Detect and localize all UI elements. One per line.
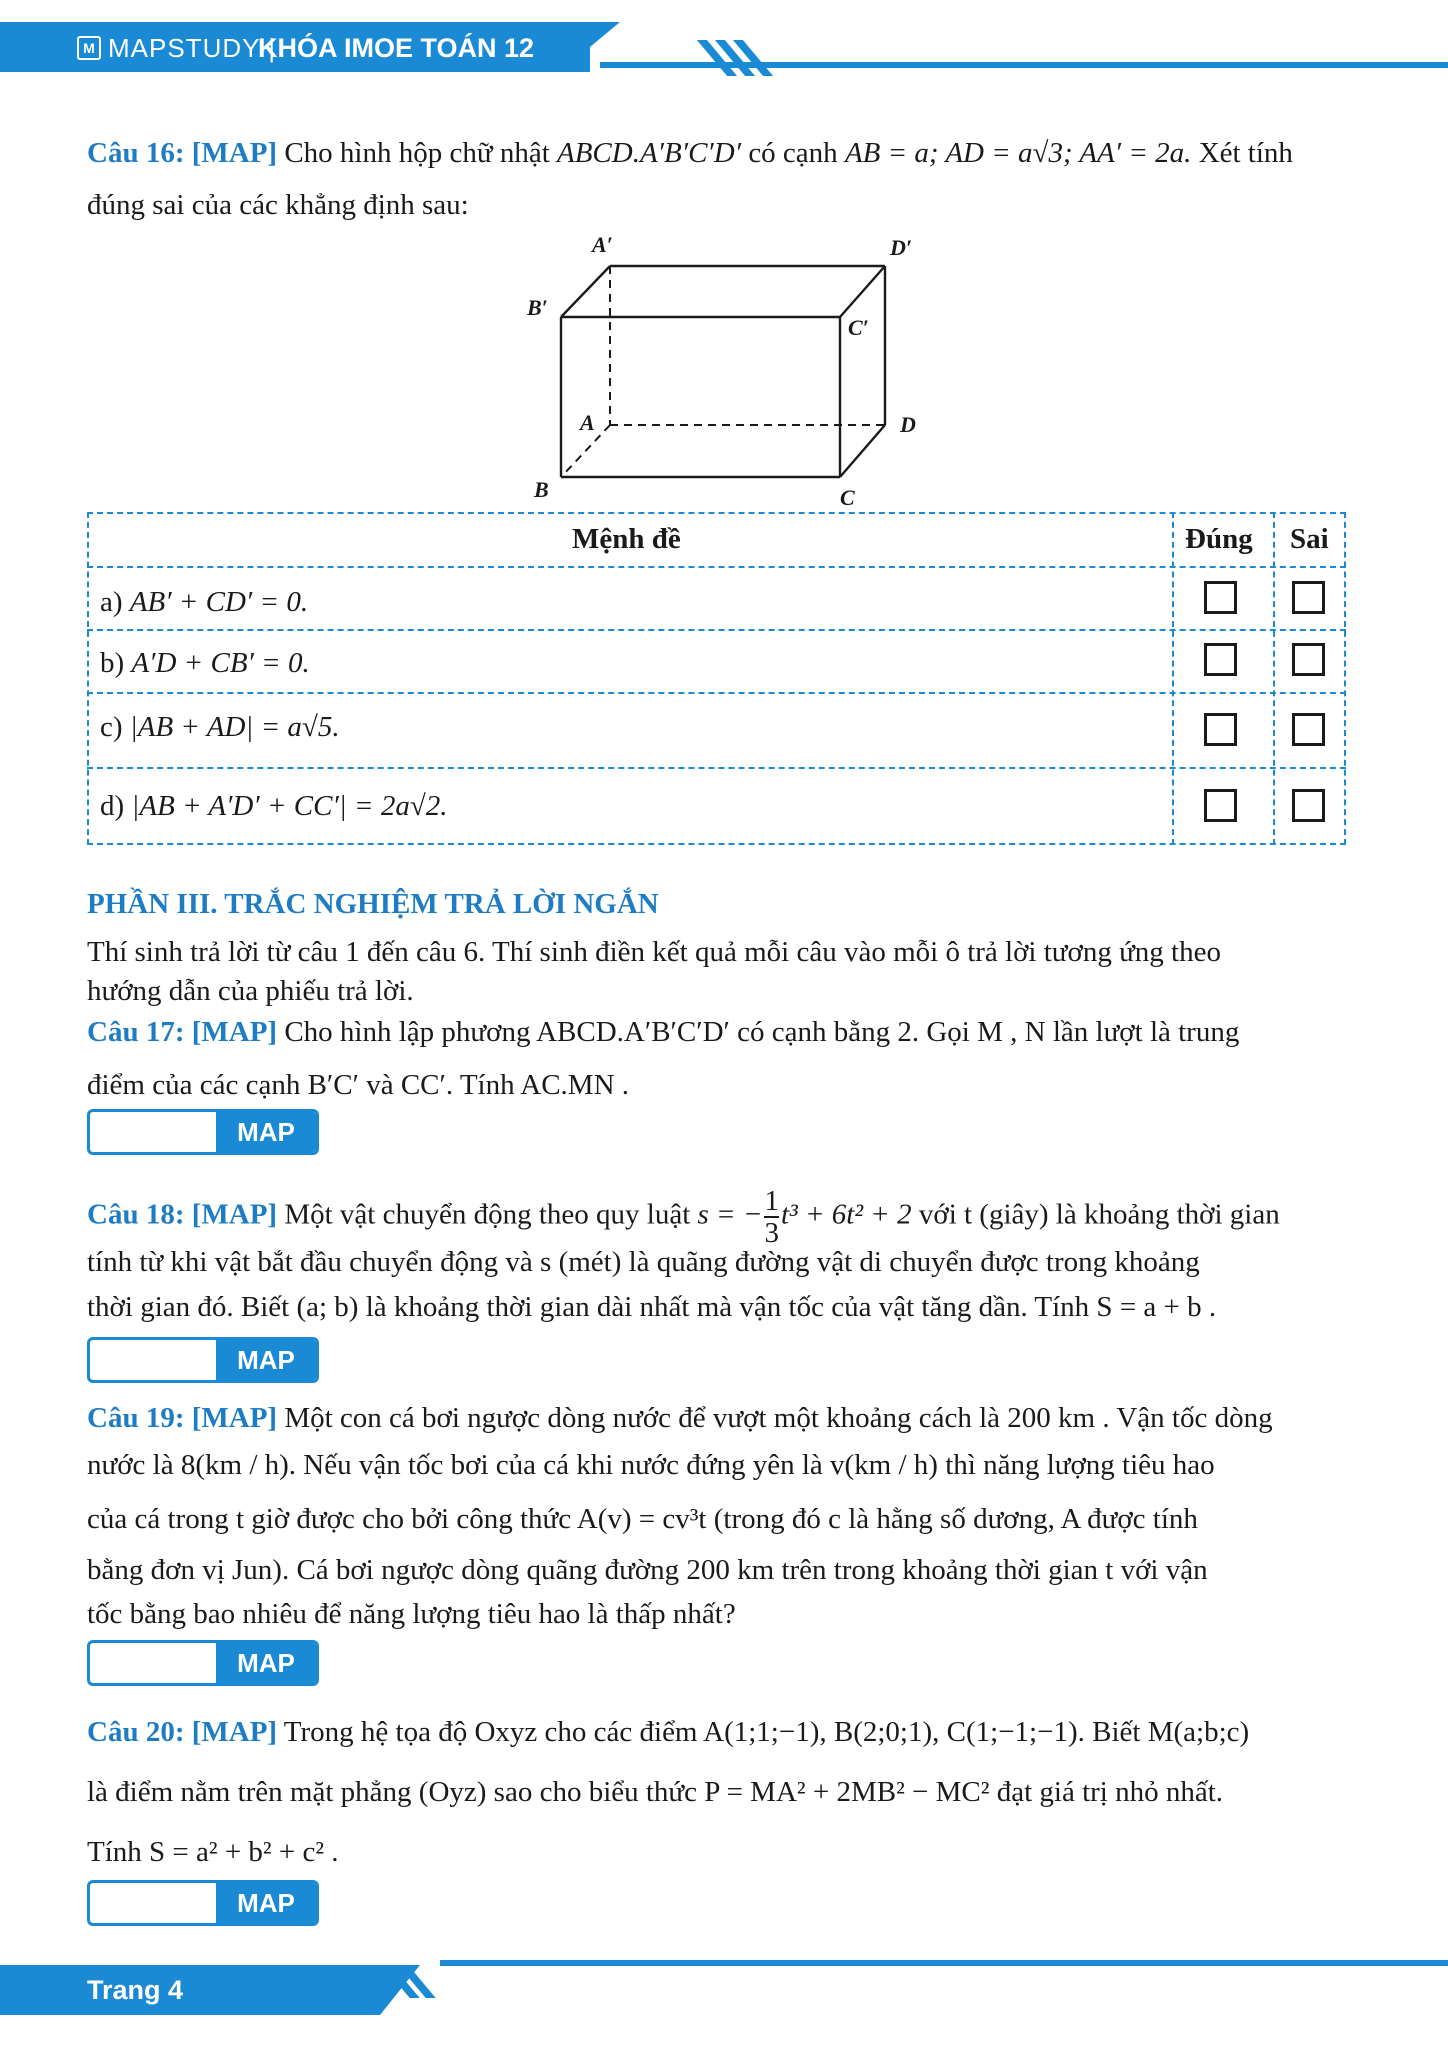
table-row-c: c) |AB + AD| = a√5.	[100, 711, 340, 743]
edge-a1-b1	[561, 266, 610, 317]
q16-line2: đúng sai của các khẳng định sau:	[87, 189, 469, 221]
q19-line3: của cá trong t giờ được cho bởi công thức A(v) = cv³t (trong đó c là hằng số dương, A được tính	[87, 1503, 1198, 1535]
label-B1: B′	[527, 295, 548, 320]
footer-rule	[440, 1960, 1448, 1966]
edge-c-d	[840, 425, 885, 477]
answer-box-label: MAP	[216, 1340, 316, 1380]
answer-box-q18[interactable]	[87, 1337, 319, 1383]
q19-line4: bằng đơn vị Jun). Cá bơi ngược dòng quãng đường 200 km trên trong khoảng thời gian t với vận	[87, 1554, 1208, 1586]
table-divider	[87, 566, 1346, 568]
table-divider	[87, 692, 1346, 694]
section-intro-2: hướng dẫn của phiếu trả lời.	[87, 975, 414, 1007]
col-true-header: Đúng	[1185, 523, 1253, 555]
q18-line3: thời gian đó. Biết (a; b) là khoảng thời gian dài nhất mà vận tốc của vật tăng dần. Tính S = a + b .	[87, 1291, 1217, 1323]
answer-box-label: MAP	[216, 1112, 316, 1152]
mapstudy-logo-icon: M	[77, 36, 101, 60]
label-C: C	[840, 485, 855, 510]
q19-line5: tốc bằng bao nhiêu để năng lượng tiêu hao là thấp nhất?	[87, 1598, 736, 1630]
checkbox-b-false[interactable]	[1292, 643, 1325, 676]
section-title: PHẦN III. TRẮC NGHIỆM TRẢ LỜI NGẮN	[87, 888, 659, 920]
checkbox-b-true[interactable]	[1204, 643, 1237, 676]
label-A1: A′	[592, 232, 613, 257]
q16-label: Câu 16: [MAP]	[87, 137, 278, 169]
table-col-divider	[1273, 512, 1275, 845]
table-col-divider	[1172, 512, 1174, 845]
label-B: B	[534, 477, 549, 502]
q18-fraction: $\frac{1}{3}$	[764, 1185, 779, 1249]
prism-figure	[510, 225, 950, 515]
q19-line1: Câu 19: [MAP] Một con cá bơi ngược dòng nước để vượt một khoảng cách là 200 km . Vận tốc dòng	[87, 1402, 1273, 1434]
q18-label: Câu 18: [MAP]	[87, 1198, 278, 1231]
q20-line1: Câu 20: [MAP] Trong hệ tọa độ Oxyz cho các điểm A(1;1;−1), B(2;0;1), C(1;−1;−1). Biết M(a;b;c)	[87, 1716, 1250, 1748]
q20-line3: Tính S = a² + b² + c² .	[87, 1836, 339, 1868]
q16-line1: Câu 16: [MAP] Cho hình hộp chữ nhật ABCD.A′B′C′D′ có cạnh AB = a; AD = a√3; AA′ = 2a. Xét tính	[87, 137, 1293, 169]
q20-label: Câu 20: [MAP]	[87, 1716, 278, 1748]
edge-d1-c1	[840, 266, 885, 317]
table-divider	[87, 629, 1346, 631]
answer-box-label: MAP	[216, 1643, 316, 1683]
label-D1: D′	[890, 235, 913, 260]
label-D: D	[900, 412, 916, 437]
q20-line2: là điểm nằm trên mặt phẳng (Oyz) sao cho biểu thức P = MA² + 2MB² − MC² đạt giá trị nhỏ nhất.	[87, 1776, 1224, 1808]
q17-line1: Câu 17: [MAP] Cho hình lập phương ABCD.A′B′C′D′ có cạnh bằng 2. Gọi M , N lần lượt là trung	[87, 1016, 1240, 1048]
label-A: A	[580, 410, 595, 435]
checkbox-a-true[interactable]	[1204, 581, 1237, 614]
q18-line2: tính từ khi vật bắt đầu chuyển động và s (mét) là quãng đường vật di chuyển được trong khoảng	[87, 1246, 1200, 1278]
q17-label: Câu 17: [MAP]	[87, 1016, 278, 1048]
header-course: KHÓA IMOE TOÁN 12	[258, 33, 535, 63]
checkbox-c-true[interactable]	[1204, 713, 1237, 746]
table-divider	[87, 767, 1346, 769]
label-C1: C′	[848, 315, 869, 340]
checkbox-c-false[interactable]	[1292, 713, 1325, 746]
q19-label: Câu 19: [MAP]	[87, 1402, 278, 1434]
checkbox-d-false[interactable]	[1292, 789, 1325, 822]
q17-line2: điểm của các cạnh B′C′ và CC′. Tính AC.MN .	[87, 1069, 630, 1101]
table-row-a: a) AB′ + CD′ = 0.	[100, 586, 309, 618]
col-statement-header: Mệnh đề	[572, 523, 681, 555]
section-intro-1: Thí sinh trả lời từ câu 1 đến câu 6. Thí sinh điền kết quả mỗi câu vào mỗi ô trả lời tương ứng theo	[87, 936, 1221, 968]
footer-bar	[0, 1965, 380, 2015]
checkbox-a-false[interactable]	[1292, 581, 1325, 614]
answer-box-q20[interactable]	[87, 1880, 319, 1926]
answer-box-label: MAP	[216, 1883, 316, 1923]
table-row-d: d) |AB + A′D′ + CC′| = 2a√2.	[100, 790, 448, 822]
header-brand: MAPSTUDY |	[108, 33, 276, 63]
q19-line2: nước là 8(km / h). Nếu vận tốc bơi của cá khi nước đứng yên là v(km / h) thì năng lượng tiêu hao	[87, 1449, 1215, 1481]
col-false-header: Sai	[1290, 523, 1329, 555]
answer-box-q17[interactable]	[87, 1109, 319, 1155]
q18-line1: Câu 18: [MAP] Một vật chuyển động theo quy luật s = − $\frac{1}{3}$ t³ + 6t² + 2 với t (giây) là khoảng thời gian	[87, 1185, 1280, 1249]
answer-box-q19[interactable]	[87, 1640, 319, 1686]
table-row-b: b) A′D + CB′ = 0.	[100, 647, 310, 679]
checkbox-d-true[interactable]	[1204, 789, 1237, 822]
page-number: Trang 4	[87, 1975, 184, 2005]
